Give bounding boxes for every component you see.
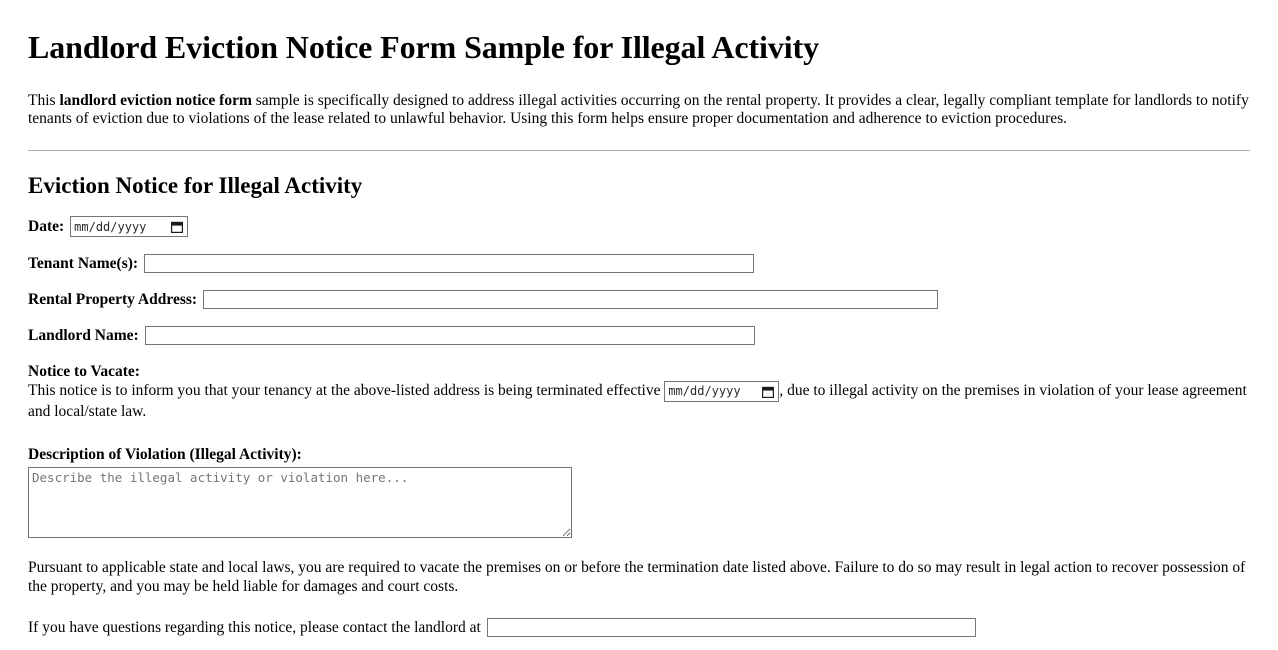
rental-address-field-row — [28, 290, 1250, 309]
termination-date-input[interactable] — [664, 381, 779, 402]
date-field-row — [28, 216, 1250, 237]
landlord-name-input[interactable] — [145, 326, 755, 345]
landlord-name-label: Landlord Name: — [28, 326, 139, 344]
notice-text-after-date: , due to illegal activity on the premises in violation of your lease agreement and local/state law. — [28, 382, 1247, 421]
rental-address-label: Rental Property Address: — [28, 290, 198, 308]
legal-notice-paragraph: Pursuant to applicable state and local laws, you are required to vacate the premises on or before the termination date listed above. Failure to do so may result in legal action to recover possession of the property, and you may be held liable for damages and court costs. — [28, 559, 1246, 596]
form-section-title: Eviction Notice for Illegal Activity — [28, 172, 363, 198]
violation-description-textarea[interactable] — [28, 467, 572, 538]
tenant-name-label: Tenant Name(s): — [28, 254, 139, 272]
date-input[interactable] — [70, 216, 188, 237]
contact-row — [28, 618, 1250, 637]
violation-description-label: Description of Violation (Illegal Activity): — [28, 446, 302, 464]
termination-date-placeholder: mm/dd/yyyy — [668, 384, 741, 399]
tenant-name-field-row — [28, 254, 1250, 273]
contact-lead-text: If you have questions regarding this notice, please contact the landlord at — [28, 619, 481, 637]
intro-bold-phrase: landlord eviction notice form — [59, 91, 252, 109]
calendar-icon[interactable] — [171, 221, 183, 233]
notice-text-before-date: This notice is to inform you that your tenancy at the above-listed address is being terminated effective — [28, 382, 661, 400]
tenant-name-input[interactable] — [144, 254, 754, 273]
date-label: Date: — [28, 217, 65, 235]
intro-paragraph — [28, 92, 1250, 129]
landlord-name-field-row — [28, 326, 1250, 345]
rental-address-input[interactable] — [203, 290, 938, 309]
page-title: Landlord Eviction Notice Form Sample for Illegal Activity — [28, 29, 819, 65]
notice-to-vacate-paragraph — [28, 381, 1250, 421]
section-divider — [28, 150, 1250, 151]
contact-input[interactable] — [487, 618, 976, 637]
date-input-placeholder: mm/dd/yyyy — [74, 219, 147, 234]
notice-to-vacate-label: Notice to Vacate: — [28, 363, 140, 381]
intro-lead: This — [28, 91, 60, 109]
calendar-icon[interactable] — [762, 386, 774, 398]
intro-rest: sample is specifically designed to address illegal activities occurring on the rental property. It provides a clear, legally compliant template for landlords to notify tenants of eviction due to violations of the lease related to unlawful behavior. Using this form helps ensure proper documentation and adherence to eviction procedures. — [28, 91, 1249, 128]
